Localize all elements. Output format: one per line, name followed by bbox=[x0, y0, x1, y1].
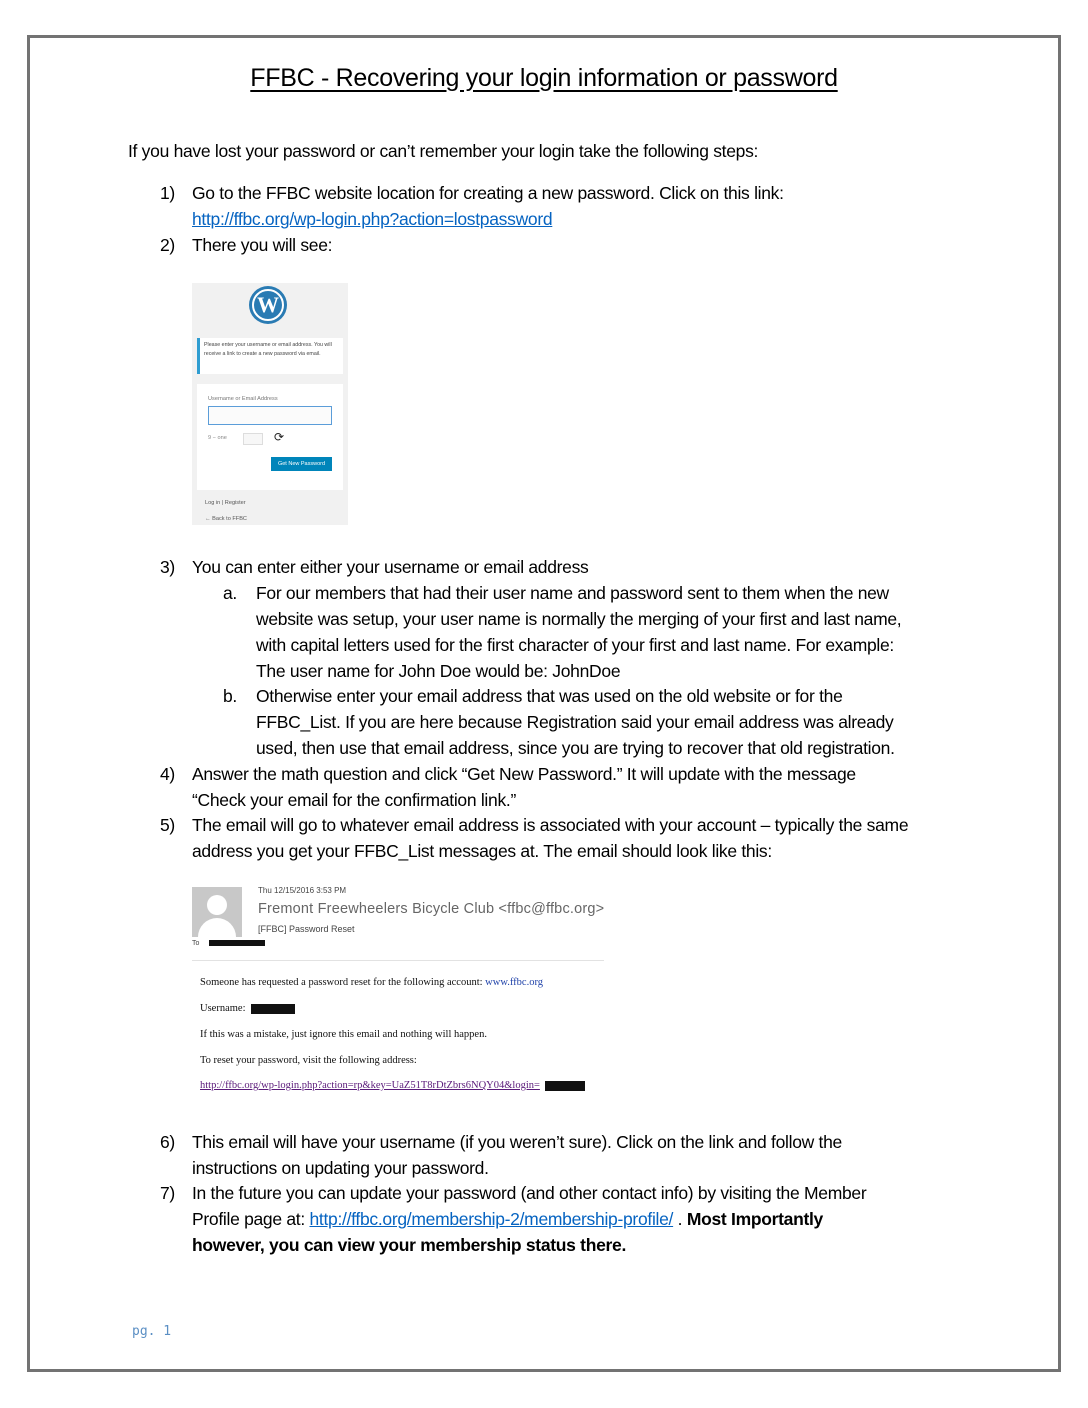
step-number: 1) bbox=[160, 183, 175, 203]
step-number: 4) bbox=[160, 764, 175, 784]
step-line: This email will have your username (if you weren’t sure). Click on the link and follow the bbox=[192, 1132, 842, 1152]
step-line: “Check your email for the confirmation link.” bbox=[192, 790, 516, 810]
math-question-label: 9 − one bbox=[208, 435, 227, 441]
step-line: Profile page at: http://ffbc.org/membership-2/membership-profile/ . Most Importantly bbox=[192, 1209, 823, 1229]
email-body-line-1: Someone has requested a password reset for the following account: www.ffbc.org bbox=[200, 977, 544, 988]
back-to-ffbc-link: ← Back to FFBC bbox=[205, 516, 247, 522]
sub-line: FFBC_List. If you are here because Registration said your email address was already bbox=[256, 712, 894, 732]
step-line: instructions on updating your password. bbox=[192, 1158, 489, 1178]
step-2 bbox=[160, 232, 952, 258]
step-number: 7) bbox=[160, 1183, 175, 1203]
step-3a bbox=[223, 580, 976, 684]
email-divider bbox=[192, 960, 604, 961]
login-register-links: Log in | Register bbox=[205, 500, 246, 506]
refresh-icon: ⟳ bbox=[274, 430, 285, 444]
email-mistake-line: If this was a mistake, just ignore this email and nothing will happen. bbox=[200, 1029, 487, 1040]
password-reset-email-screenshot bbox=[192, 884, 606, 1098]
step-1 bbox=[160, 180, 952, 232]
sub-line: The user name for John Doe would be: JohnDoe bbox=[256, 661, 621, 681]
reset-password-link: http://ffbc.org/wp-login.php?action=rp&key=UaZ51T8rDtZbrs6NQY04&login= bbox=[200, 1080, 540, 1091]
sub-line: For our members that had their user name and password sent to them when the new bbox=[256, 583, 889, 603]
step-5 bbox=[160, 812, 982, 864]
page-number: pg. 1 bbox=[132, 1324, 172, 1339]
step-7 bbox=[160, 1180, 982, 1258]
step-6 bbox=[160, 1129, 972, 1181]
step-4 bbox=[160, 761, 972, 813]
redacted-login bbox=[545, 1081, 585, 1091]
username-label: Username or Email Address bbox=[208, 396, 278, 402]
email-subject: [FFBC] Password Reset bbox=[258, 924, 355, 934]
step-line bbox=[192, 1232, 982, 1258]
redacted-username bbox=[251, 1004, 295, 1014]
wordpress-logo-icon: W bbox=[249, 286, 287, 324]
username-input bbox=[208, 406, 332, 425]
redacted-recipient bbox=[209, 940, 265, 946]
sub-letter: b. bbox=[223, 686, 237, 706]
email-recipient bbox=[192, 940, 265, 947]
lost-password-link[interactable]: http://ffbc.org/wp-login.php?action=lostpassword bbox=[192, 209, 553, 229]
step-number: 2) bbox=[160, 235, 175, 255]
emphasis-text: however, you can view your membership status there. bbox=[192, 1235, 627, 1255]
page-title: FFBC - Recovering your login information or password bbox=[250, 64, 838, 92]
step-line: Answer the math question and click “Get New Password.” It will update with the message bbox=[192, 764, 856, 784]
emphasis-text: Most Importantly bbox=[686, 1209, 823, 1229]
step-text: Go to the FFBC website location for creating a new password. Click on this link: bbox=[192, 183, 784, 203]
math-answer-input bbox=[243, 433, 263, 445]
sub-line: used, then use that email address, since you are trying to recover that old registration. bbox=[256, 738, 895, 758]
step-line: address you get your FFBC_List messages at. The email should look like this: bbox=[192, 841, 772, 861]
step-number: 5) bbox=[160, 815, 175, 835]
wp-form bbox=[197, 384, 343, 490]
wordpress-lost-password-screenshot bbox=[192, 283, 348, 525]
step-text: You can enter either your username or email address bbox=[192, 557, 589, 577]
get-new-password-button: Get New Password bbox=[271, 457, 332, 471]
email-date: Thu 12/15/2016 3:53 PM bbox=[258, 886, 347, 895]
sub-line: Otherwise enter your email address that was used on the old website or for the bbox=[256, 686, 843, 706]
step-3b bbox=[223, 683, 976, 761]
step-number: 3) bbox=[160, 557, 175, 577]
sub-line: website was setup, your user name is normally the merging of your first and last name, bbox=[256, 609, 902, 629]
to-label: To bbox=[192, 940, 200, 947]
email-sender: Fremont Freewheelers Bicycle Club <ffbc@ffbc.org> bbox=[258, 901, 605, 917]
membership-profile-link[interactable]: http://ffbc.org/membership-2/membership-profile/ bbox=[309, 1209, 674, 1229]
step-text: There you will see: bbox=[192, 235, 333, 255]
step-line: The email will go to whatever email address is associated with your account – typically the same bbox=[192, 815, 909, 835]
intro-text: If you have lost your password or can’t remember your login take the following steps: bbox=[128, 141, 759, 161]
wp-instruction-message: Please enter your username or email address. You will receive a link to create a new password via email. bbox=[197, 338, 343, 374]
email-reset-link-line bbox=[200, 1080, 585, 1091]
email-reset-instruction: To reset your password, visit the following address: bbox=[200, 1055, 417, 1066]
sub-line: with capital letters used for the first character of your first and last name. For example: bbox=[256, 635, 894, 655]
email-username-line: Username: bbox=[200, 1003, 295, 1014]
step-number: 6) bbox=[160, 1132, 175, 1152]
sub-letter: a. bbox=[223, 583, 237, 603]
step-line: In the future you can update your password (and other contact info) by visiting the Member bbox=[192, 1183, 867, 1203]
avatar-icon bbox=[192, 887, 242, 937]
site-link: www.ffbc.org bbox=[485, 977, 544, 988]
step-3 bbox=[160, 554, 952, 580]
